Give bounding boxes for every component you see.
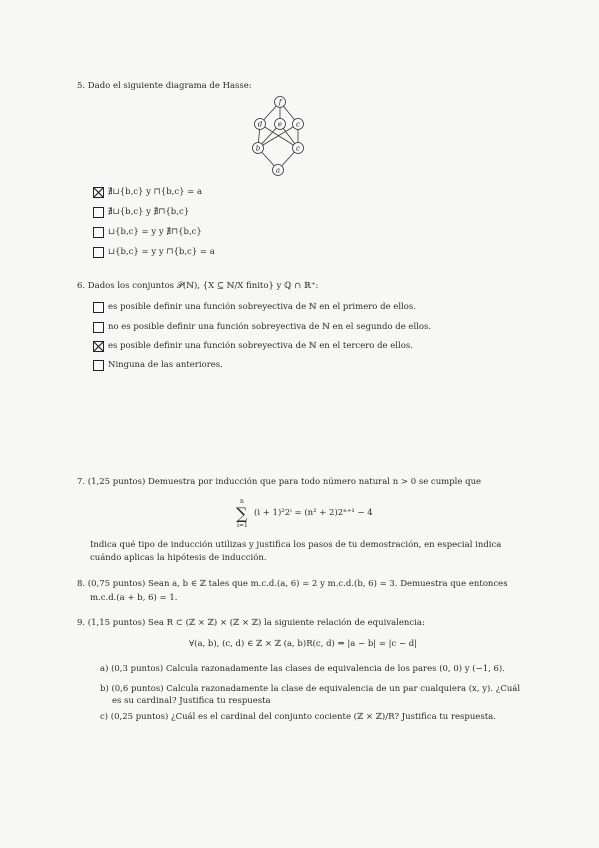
hasse-label-f: f — [278, 98, 282, 107]
q9-relation: ∀(a, b), (c, d) ∈ ℤ × ℤ (a, b)R(c, d) ⇔ |a − b| = |c − d| — [189, 639, 418, 649]
q5-option-2-label: ∄⊔{b,c} y ∄⊓{b,c} — [108, 207, 190, 217]
q6-option-2-label: no es posible definir una función sobreyectiva de ℕ en el segundo de ellos. — [108, 322, 432, 332]
q8-line-1: 8. (0,75 puntos) Sean a, b ∈ ℤ tales que m.c.d.(a, 6) = 2 y m.c.d.(b, 6) = 3. Demuestra que entonces — [77, 579, 508, 589]
q7-title: 7. (1,25 puntos) Demuestra por inducción que para todo número natural n > 0 se cumple que — [77, 477, 482, 487]
q9-part-b-line-2: es su cardinal? Justifica tu respuesta — [112, 696, 271, 706]
formula-body: (i + 1)²2ⁱ = (n² + 2)2ⁿ⁺¹ − 4 — [254, 508, 373, 518]
q7-note-line-1: Indica qué tipo de inducción utilizas y justifica los pasos de tu demostración, en especial indica — [90, 540, 502, 550]
hasse-label-a: a — [275, 166, 281, 175]
q6-title: 6. Dados los conjuntos 𝒫(ℕ), {X ⊆ ℕ/X finito} y ℚ ∩ ℝ⁺: — [77, 281, 319, 291]
q7-note-line-2: cuándo aplicas la hipótesis de inducción. — [90, 553, 267, 563]
q6-option-4-label: Ninguna de las anteriores. — [108, 360, 223, 370]
q5-title: 5. Dado el siguiente diagrama de Hasse: — [77, 81, 252, 91]
q6-option-3-checkbox[interactable] — [93, 341, 104, 352]
q5-option-1-checkbox[interactable] — [93, 187, 104, 198]
q6-option-4-checkbox[interactable] — [93, 360, 104, 371]
hasse-label-b: b — [255, 144, 261, 153]
q8-line-2: m.c.d.(a + b, 6) = 1. — [90, 593, 178, 603]
q5-option-4-checkbox[interactable] — [93, 247, 104, 258]
hasse-label-e: e — [277, 120, 283, 129]
hasse-label-c2: c — [296, 144, 300, 153]
q6-option-3-label: es posible definir una función sobreyectiva de ℕ en el tercero de ellos. — [108, 341, 413, 351]
sum-lower-limit: i=1 — [237, 522, 248, 529]
q5-option-4-label: ⊔{b,c} = y y ⊓{b,c} = a — [108, 247, 215, 257]
q9-title: 9. (1,15 puntos) Sea R ⊂ (ℤ × ℤ) × (ℤ × ℤ) la siguiente relación de equivalencia: — [77, 618, 425, 628]
q9-part-b-line-1: b) (0,6 puntos) Calcula razonadamente la clase de equivalencia de un par cualquiera (x, y). ¿Cuál — [100, 684, 521, 694]
q5-option-2-checkbox[interactable] — [93, 207, 104, 218]
check-x-icon — [93, 341, 104, 352]
hasse-label-c: c — [296, 120, 300, 129]
q6-option-1-checkbox[interactable] — [93, 302, 104, 313]
q5-option-3-label: ⊔{b,c} = y y ∄⊓{b,c} — [108, 227, 202, 237]
hasse-diagram — [243, 92, 313, 178]
check-x-icon — [93, 187, 104, 198]
sum-sigma-icon: ∑ — [236, 504, 248, 523]
q7-formula — [236, 500, 376, 530]
q9-part-a: a) (0,3 puntos) Calcula razonadamente las clases de equivalencia de los pares (0, 0) y (−1, 6). — [100, 664, 505, 674]
q6-option-2-checkbox[interactable] — [93, 322, 104, 333]
sum-upper-limit: n — [240, 498, 244, 505]
q5-option-1-label: ∄⊔{b,c} y ⊓{b,c} = a — [108, 187, 203, 197]
q6-option-1-label: es posible definir una función sobreyectiva de ℕ en el primero de ellos. — [108, 302, 416, 312]
q9-part-c: c) (0,25 puntos) ¿Cuál es el cardinal del conjunto cociente (ℤ × ℤ)/R? Justifica tu respuesta. — [100, 712, 496, 722]
hasse-label-d: d — [257, 120, 263, 129]
q5-option-3-checkbox[interactable] — [93, 227, 104, 238]
